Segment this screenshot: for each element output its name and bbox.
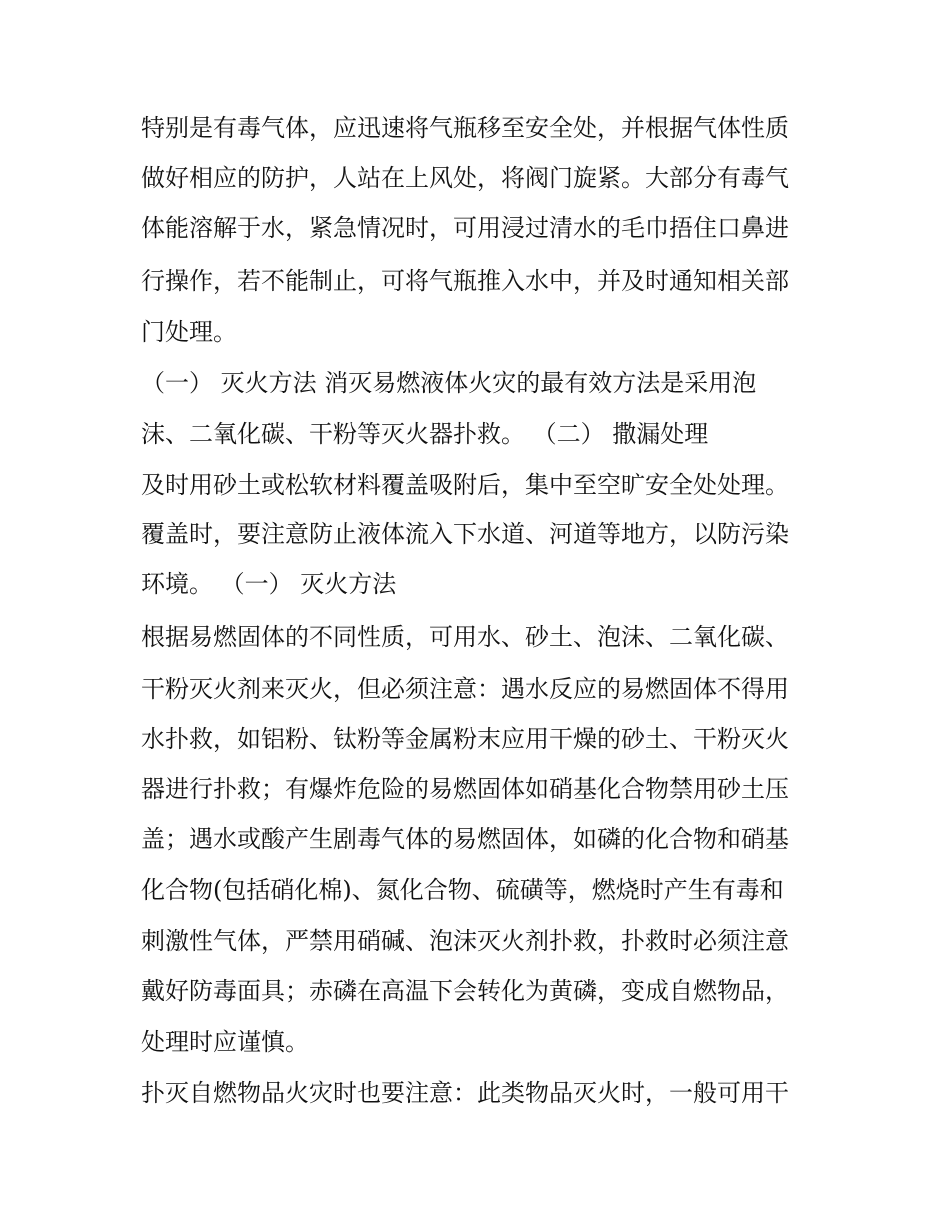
text-line: 干粉灭火剂来灭火，但必须注意：遇水反应的易燃固体不得用 <box>141 675 789 703</box>
text-line: 处理时应谨慎。 <box>141 1028 309 1056</box>
text-line: 器进行扑救；有爆炸危险的易燃固体如硝基化合物禁用砂土压 <box>141 775 789 803</box>
text-line: 行操作，若不能制止，可将气瓶推入水中，并及时通知相关部 <box>141 267 789 295</box>
text-line: 扑灭自燃物品火灾时也要注意：此类物品灭火时，一般可用干 <box>141 1079 789 1107</box>
text-line: 做好相应的防护，人站在上风处，将阀门旋紧。大部分有毒气 <box>141 164 789 192</box>
text-line: 覆盖时，要注意防止液体流入下水道、河道等地方，以防污染 <box>141 520 789 548</box>
text-line: （一） 灭火方法 消灭易燃液体火灾的最有效方法是采用泡 <box>141 369 757 397</box>
text-line: 戴好防毒面具；赤磷在高温下会转化为黄磷，变成自燃物品， <box>141 977 789 1005</box>
text-line: 门处理。 <box>141 318 237 346</box>
text-line: 及时用砂土或松软材料覆盖吸附后，集中至空旷安全处处理。 <box>141 471 789 499</box>
text-line: 化合物(包括硝化棉)、氮化合物、硫磺等，燃烧时产生有毒和 <box>141 876 784 904</box>
text-line: 根据易燃固体的不同性质，可用水、砂土、泡沫、二氧化碳、 <box>141 623 789 651</box>
text-line: 体能溶解于水，紧急情况时，可用浸过清水的毛巾捂住口鼻进 <box>141 214 789 242</box>
text-line: 沫、二氧化碳、干粉等灭火器扑救。 （二） 撒漏处理 <box>141 420 709 448</box>
text-line: 盖；遇水或酸产生剧毒气体的易燃固体，如磷的化合物和硝基 <box>141 825 789 853</box>
text-line: 环境。 （一） 灭火方法 <box>141 570 397 598</box>
text-line: 刺激性气体，严禁用硝碱、泡沫灭火剂扑救，扑救时必须注意 <box>141 927 789 955</box>
text-line: 水扑救，如铝粉、钛粉等金属粉末应用干燥的砂土、干粉灭火 <box>141 725 789 753</box>
text-line: 特别是有毒气体，应迅速将气瓶移至安全处，并根据气体性质 <box>141 114 789 142</box>
